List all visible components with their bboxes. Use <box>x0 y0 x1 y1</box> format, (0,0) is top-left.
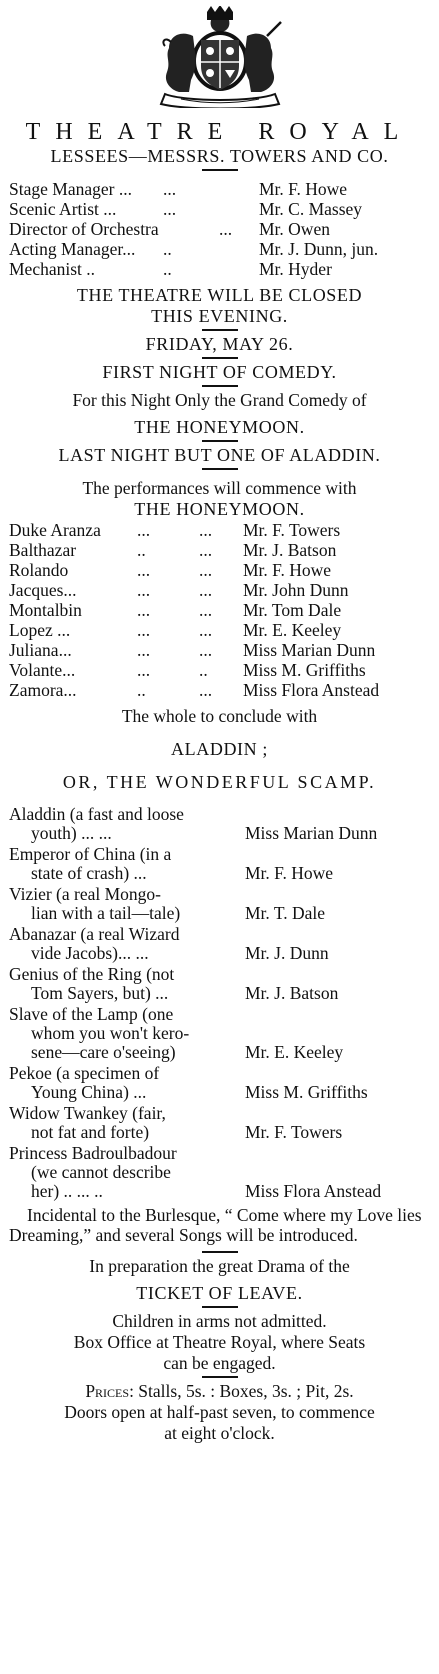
cast-actor: Mr. F. Howe <box>243 560 332 580</box>
cast-actor: Miss Marian Dunn <box>243 640 376 660</box>
cast-actor: Mr. F. Towers <box>243 520 341 540</box>
burlesque-actor: Mr. J. Dunn <box>245 943 329 963</box>
burlesque-actor: Mr. E. Keeley <box>245 1042 344 1062</box>
burlesque-cast-row <box>9 805 430 843</box>
burlesque-cast-list <box>9 805 430 1201</box>
commence-title: THE HONEYMOON. <box>134 499 305 519</box>
staff-dots: .. <box>163 259 172 279</box>
preparation-line: In preparation the great Drama of the <box>89 1256 350 1276</box>
performance-date: FRIDAY, MAY 26. <box>145 334 294 354</box>
burlesque-role: Slave of the Lamp (one whom you won't kero- sene—care o'seeing) <box>9 1004 190 1062</box>
cast-dots: ... <box>199 580 213 600</box>
staff-name: Mr. Owen <box>259 219 330 239</box>
lessees-line: LESSEES—MESSRS. TOWERS AND CO. <box>50 146 389 166</box>
divider <box>202 329 238 331</box>
staff-role: Acting Manager... <box>9 239 136 259</box>
cast-actor: Miss Flora Anstead <box>243 680 380 700</box>
staff-row <box>9 239 430 259</box>
burlesque-role: Abanazar (a real Wizard vide Jacobs)... ... <box>9 924 180 963</box>
staff-role: Stage Manager ... <box>9 179 132 199</box>
burlesque-cast-row <box>9 965 430 1003</box>
staff-row <box>9 219 430 239</box>
cast-actor: Mr. J. Batson <box>243 540 337 560</box>
burlesque-role: Pekoe (a specimen of Young China) ... <box>9 1063 160 1102</box>
cast-actor: Mr. Tom Dale <box>243 600 342 620</box>
honeymoon-cast-list <box>9 520 430 700</box>
staff-role: Scenic Artist ... <box>9 199 117 219</box>
staff-role: Director of Orchestra <box>9 219 159 239</box>
burlesque-actor: Mr. F. Howe <box>245 863 334 883</box>
cast-dots: ... <box>137 640 151 660</box>
box-office-line-2: can be engaged. <box>163 1353 276 1373</box>
closed-notice-line-2: THIS EVENING. <box>151 306 288 326</box>
staff-row <box>9 199 430 219</box>
burlesque-cast-row <box>9 885 430 923</box>
burlesque-actor: Miss M. Griffiths <box>245 1082 368 1102</box>
one-night-only-line: For this Night Only the Grand Comedy of <box>72 390 367 410</box>
divider <box>202 1306 238 1308</box>
cast-dots: ... <box>199 540 213 560</box>
cast-dots: ... <box>137 620 151 640</box>
cast-row <box>9 660 430 680</box>
cast-row <box>9 580 430 600</box>
cast-dots: ... <box>137 600 151 620</box>
burlesque-role: Genius of the Ring (not Tom Sayers, but) ... <box>9 964 175 1003</box>
staff-role: Mechanist .. <box>9 259 96 279</box>
burlesque-role: Princess Badroulbadour (we cannot describe her) .. ... .. <box>9 1143 177 1201</box>
last-night-heading: LAST NIGHT BUT ONE OF ALADDIN. <box>58 445 381 465</box>
staff-name: Mr. J. Dunn, jun. <box>259 239 379 259</box>
burlesque-cast-row <box>9 1005 430 1062</box>
staff-row <box>9 259 430 279</box>
cast-dots: ... <box>137 560 151 580</box>
cast-dots: .. <box>137 680 146 700</box>
box-office-line-1: Box Office at Theatre Royal, where Seats <box>73 1332 366 1352</box>
burlesque-actor: Miss Marian Dunn <box>245 823 378 843</box>
playbill <box>9 0 430 1444</box>
cast-row <box>9 620 430 640</box>
cast-role: Juliana... <box>9 640 72 660</box>
burlesque-actor: Mr. T. Dale <box>245 903 326 923</box>
doors-line-1: Doors open at half-past seven, to commence <box>64 1402 375 1422</box>
cast-row <box>9 520 430 540</box>
burlesque-role: Emperor of China (in a state of crash) ... <box>9 844 172 883</box>
burlesque-role: Widow Twankey (fair, not fat and forte) <box>9 1103 166 1142</box>
burlesque-cast-row <box>9 845 430 883</box>
divider <box>202 468 238 470</box>
cast-role: Lopez ... <box>9 620 71 640</box>
divider <box>202 357 238 359</box>
children-notice: Children in arms not admitted. <box>112 1311 327 1331</box>
cast-role: Zamora... <box>9 680 77 700</box>
staff-name: Mr. F. Howe <box>259 179 348 199</box>
burlesque-cast-row <box>9 1104 430 1142</box>
burlesque-role: Aladdin (a fast and loose youth) ... ... <box>9 804 184 843</box>
cast-row <box>9 540 430 560</box>
doors-line-2: at eight o'clock. <box>164 1423 275 1443</box>
cast-role: Volante... <box>9 660 76 680</box>
royal-coat-of-arms-icon <box>145 6 295 108</box>
cast-dots: .. <box>137 540 146 560</box>
staff-list <box>9 179 430 279</box>
comedy-title: THE HONEYMOON. <box>134 417 305 437</box>
cast-dots: .. <box>199 660 208 680</box>
cast-row <box>9 600 430 620</box>
cast-dots: ... <box>199 520 213 540</box>
prices-label: Prices <box>85 1381 130 1401</box>
divider <box>202 440 238 442</box>
preparation-title: TICKET OF LEAVE. <box>136 1283 303 1303</box>
cast-dots: ... <box>199 620 213 640</box>
divider <box>202 385 238 387</box>
cast-dots: ... <box>199 600 213 620</box>
prices-values: : Stalls, 5s. : Boxes, 3s. ; Pit, 2s. <box>129 1381 354 1401</box>
cast-actor: Mr. E. Keeley <box>243 620 342 640</box>
theatre-title: THEATRE ROYAL <box>25 119 414 145</box>
burlesque-title: ALADDIN ; <box>171 739 268 759</box>
staff-name: Mr. C. Massey <box>259 199 363 219</box>
songs-note: Incidental to the Burlesque, “ Come where my Love lies Dreaming,” and several Songs will be introduced. <box>9 1205 422 1245</box>
cast-dots: ... <box>199 640 213 660</box>
cast-row <box>9 640 430 660</box>
cast-dots: ... <box>199 560 213 580</box>
cast-role: Montalbin <box>9 600 82 620</box>
burlesque-actor: Miss Flora Anstead <box>245 1181 382 1201</box>
staff-name: Mr. Hyder <box>259 259 332 279</box>
first-night-heading: FIRST NIGHT OF COMEDY. <box>102 362 337 382</box>
cast-row <box>9 560 430 580</box>
cast-dots: ... <box>137 580 151 600</box>
cast-dots: ... <box>199 680 213 700</box>
burlesque-cast-row <box>9 1064 430 1102</box>
burlesque-actor: Mr. J. Batson <box>245 983 339 1003</box>
burlesque-cast-row <box>9 925 430 963</box>
burlesque-cast-row <box>9 1144 430 1201</box>
staff-dots: ... <box>219 219 233 239</box>
closed-notice-line-1: THE THEATRE WILL BE CLOSED <box>76 285 363 305</box>
staff-row <box>9 179 430 199</box>
cast-row <box>9 680 430 700</box>
burlesque-role: Vizier (a real Mongo- lian with a tail—tale) <box>9 884 181 923</box>
divider <box>202 169 238 171</box>
cast-dots: ... <box>137 520 151 540</box>
cast-actor: Miss M. Griffiths <box>243 660 366 680</box>
prices-line <box>9 1381 430 1402</box>
burlesque-actor: Mr. F. Towers <box>245 1122 343 1142</box>
cast-role: Jacques... <box>9 580 77 600</box>
divider <box>202 1376 238 1378</box>
staff-dots: ... <box>163 199 177 219</box>
cast-role: Balthazar <box>9 540 77 560</box>
cast-role: Duke Aranza <box>9 520 101 540</box>
conclude-with-line: The whole to conclude with <box>121 706 318 726</box>
staff-dots: .. <box>163 239 172 259</box>
cast-dots: ... <box>137 660 151 680</box>
cast-actor: Mr. John Dunn <box>243 580 349 600</box>
commence-with-line: The performances will commence with <box>82 478 357 498</box>
divider <box>202 1251 238 1253</box>
cast-role: Rolando <box>9 560 69 580</box>
burlesque-subtitle: OR, THE WONDERFUL SCAMP. <box>62 772 377 792</box>
staff-dots: ... <box>163 179 177 199</box>
